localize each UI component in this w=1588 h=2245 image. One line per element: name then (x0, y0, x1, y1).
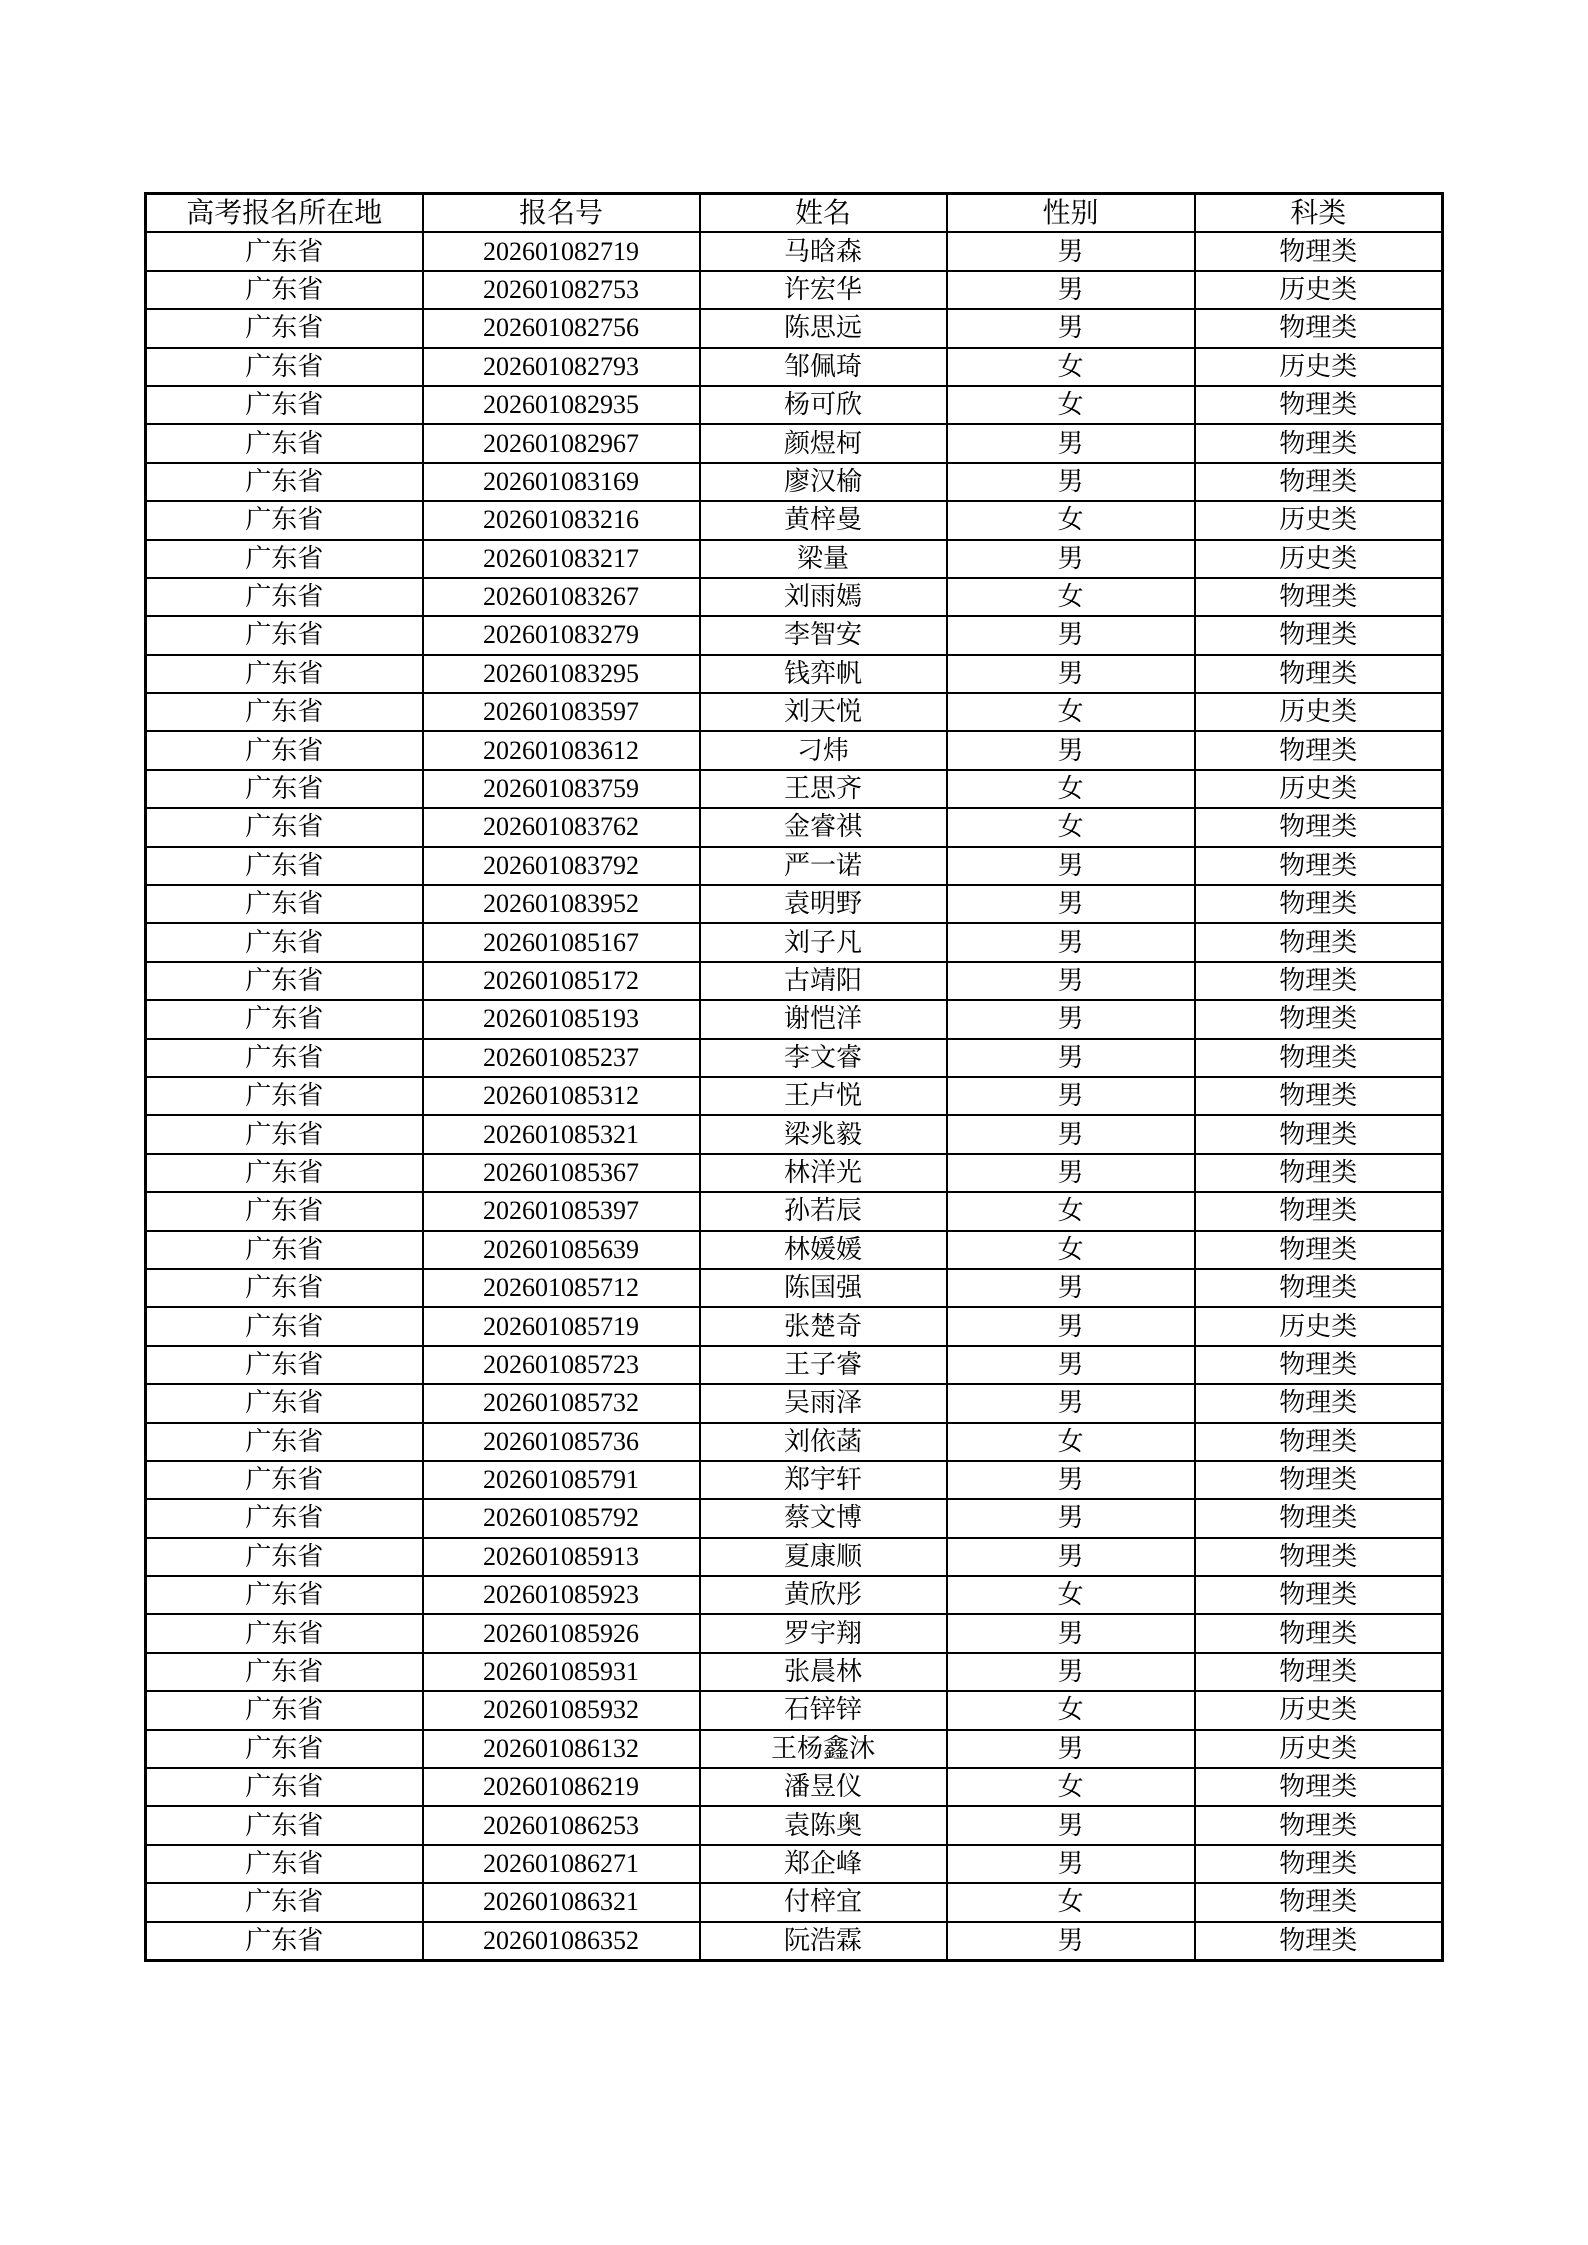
location-cell: 广东省 (146, 1768, 423, 1806)
location-cell: 广东省 (146, 578, 423, 616)
gender-cell: 男 (947, 655, 1195, 693)
subject-category-cell: 物理类 (1195, 1499, 1443, 1537)
registration-number-cell: 202601083597 (423, 693, 700, 731)
gender-cell: 女 (947, 808, 1195, 846)
subject-category-cell: 物理类 (1195, 1845, 1443, 1883)
gender-cell: 男 (947, 309, 1195, 347)
gender-cell: 女 (947, 1192, 1195, 1230)
registration-number-cell: 202601085321 (423, 1115, 700, 1153)
location-cell: 广东省 (146, 616, 423, 654)
subject-category-cell: 物理类 (1195, 1461, 1443, 1499)
gender-cell: 女 (947, 1423, 1195, 1461)
subject-category-cell: 历史类 (1195, 693, 1443, 731)
registration-number-cell: 202601085923 (423, 1576, 700, 1614)
location-cell: 广东省 (146, 1461, 423, 1499)
table-row (146, 1576, 1443, 1614)
location-cell: 广东省 (146, 731, 423, 769)
name-cell: 蔡文博 (700, 1499, 947, 1537)
gender-cell: 女 (947, 1231, 1195, 1269)
gender-cell: 男 (947, 1730, 1195, 1768)
subject-category-cell: 历史类 (1195, 348, 1443, 386)
subject-category-cell: 物理类 (1195, 1806, 1443, 1844)
name-cell: 郑企峰 (700, 1845, 947, 1883)
location-cell: 广东省 (146, 1423, 423, 1461)
name-cell: 杨可欣 (700, 386, 947, 424)
gender-cell: 男 (947, 1499, 1195, 1537)
location-cell: 广东省 (146, 923, 423, 961)
registration-number-cell: 202601082935 (423, 386, 700, 424)
subject-category-cell: 物理类 (1195, 1576, 1443, 1614)
name-cell: 黄欣彤 (700, 1576, 947, 1614)
table-row (146, 386, 1443, 424)
gender-cell: 男 (947, 1806, 1195, 1844)
table-row (146, 578, 1443, 616)
registration-number-cell: 202601085719 (423, 1307, 700, 1345)
name-cell: 郑宇轩 (700, 1461, 947, 1499)
registration-number-cell: 202601085397 (423, 1192, 700, 1230)
location-cell: 广东省 (146, 1653, 423, 1691)
registration-number-cell: 202601085167 (423, 923, 700, 961)
gender-cell: 男 (947, 885, 1195, 923)
name-cell: 林媛媛 (700, 1231, 947, 1269)
registration-number-cell: 202601082756 (423, 309, 700, 347)
registration-number-cell: 202601083792 (423, 847, 700, 885)
table-row (146, 1154, 1443, 1192)
registration-number-cell: 202601085723 (423, 1346, 700, 1384)
registration-number-cell: 202601085712 (423, 1269, 700, 1307)
document-page (144, 192, 1441, 1962)
table-row (146, 540, 1443, 578)
subject-category-cell: 物理类 (1195, 1269, 1443, 1307)
gender-cell: 女 (947, 693, 1195, 731)
registration-number-cell: 202601085736 (423, 1423, 700, 1461)
gender-cell: 女 (947, 770, 1195, 808)
registration-number-cell: 202601086253 (423, 1806, 700, 1844)
gender-cell: 男 (947, 1039, 1195, 1077)
location-cell: 广东省 (146, 463, 423, 501)
subject-category-cell: 物理类 (1195, 1423, 1443, 1461)
gender-cell: 女 (947, 348, 1195, 386)
subject-category-cell: 物理类 (1195, 1115, 1443, 1153)
table-row (146, 1346, 1443, 1384)
registration-number-cell: 202601085312 (423, 1077, 700, 1115)
name-cell: 李智安 (700, 616, 947, 654)
table-row (146, 1499, 1443, 1537)
location-cell: 广东省 (146, 1845, 423, 1883)
registration-number-cell: 202601086321 (423, 1883, 700, 1921)
gender-cell: 男 (947, 1845, 1195, 1883)
gender-cell: 男 (947, 1384, 1195, 1422)
gender-cell: 男 (947, 962, 1195, 1000)
registration-number-cell: 202601083267 (423, 578, 700, 616)
location-cell: 广东省 (146, 1576, 423, 1614)
gender-cell: 男 (947, 731, 1195, 769)
subject-category-cell: 历史类 (1195, 1307, 1443, 1345)
location-cell: 广东省 (146, 885, 423, 923)
gender-cell: 男 (947, 540, 1195, 578)
table-row (146, 731, 1443, 769)
registration-number-cell: 202601086271 (423, 1845, 700, 1883)
subject-category-cell: 物理类 (1195, 923, 1443, 961)
header-registration-number: 报名号 (423, 194, 700, 233)
gender-cell: 女 (947, 1768, 1195, 1806)
location-cell: 广东省 (146, 348, 423, 386)
name-cell: 陈思远 (700, 309, 947, 347)
subject-category-cell: 历史类 (1195, 770, 1443, 808)
table-row (146, 1192, 1443, 1230)
location-cell: 广东省 (146, 1307, 423, 1345)
subject-category-cell: 物理类 (1195, 1000, 1443, 1038)
registration-number-cell: 202601085193 (423, 1000, 700, 1038)
location-cell: 广东省 (146, 540, 423, 578)
table-row (146, 1269, 1443, 1307)
gender-cell: 女 (947, 386, 1195, 424)
name-cell: 古靖阳 (700, 962, 947, 1000)
table-row (146, 1461, 1443, 1499)
name-cell: 刁炜 (700, 731, 947, 769)
table-row (146, 1307, 1443, 1345)
name-cell: 邹佩琦 (700, 348, 947, 386)
registration-number-cell: 202601086219 (423, 1768, 700, 1806)
table-header (146, 194, 1443, 233)
name-cell: 梁兆毅 (700, 1115, 947, 1153)
registration-number-cell: 202601083612 (423, 731, 700, 769)
subject-category-cell: 物理类 (1195, 655, 1443, 693)
name-cell: 石锌锌 (700, 1691, 947, 1729)
subject-category-cell: 历史类 (1195, 1730, 1443, 1768)
registration-number-cell: 202601085792 (423, 1499, 700, 1537)
registration-number-cell: 202601083216 (423, 501, 700, 539)
location-cell: 广东省 (146, 1115, 423, 1153)
gender-cell: 男 (947, 1307, 1195, 1345)
subject-category-cell: 物理类 (1195, 1077, 1443, 1115)
registration-number-cell: 202601086132 (423, 1730, 700, 1768)
table-row (146, 1000, 1443, 1038)
table-row (146, 1231, 1443, 1269)
table-row (146, 424, 1443, 462)
location-cell: 广东省 (146, 693, 423, 731)
subject-category-cell: 历史类 (1195, 501, 1443, 539)
name-cell: 王思齐 (700, 770, 947, 808)
name-cell: 陈国强 (700, 1269, 947, 1307)
table-row (146, 847, 1443, 885)
gender-cell: 男 (947, 1154, 1195, 1192)
registration-number-cell: 202601082753 (423, 271, 700, 309)
subject-category-cell: 物理类 (1195, 1192, 1443, 1230)
table-row (146, 1653, 1443, 1691)
name-cell: 张晨林 (700, 1653, 947, 1691)
subject-category-cell: 物理类 (1195, 1384, 1443, 1422)
registration-number-cell: 202601085639 (423, 1231, 700, 1269)
gender-cell: 女 (947, 1576, 1195, 1614)
name-cell: 王杨鑫沐 (700, 1730, 947, 1768)
header-subject-category: 科类 (1195, 194, 1443, 233)
table-row (146, 1806, 1443, 1844)
subject-category-cell: 物理类 (1195, 232, 1443, 270)
name-cell: 严一诺 (700, 847, 947, 885)
location-cell: 广东省 (146, 424, 423, 462)
registration-number-cell: 202601082793 (423, 348, 700, 386)
name-cell: 马晗森 (700, 232, 947, 270)
table-row (146, 962, 1443, 1000)
name-cell: 梁量 (700, 540, 947, 578)
location-cell: 广东省 (146, 1154, 423, 1192)
subject-category-cell: 物理类 (1195, 1346, 1443, 1384)
subject-category-cell: 物理类 (1195, 1039, 1443, 1077)
gender-cell: 男 (947, 1269, 1195, 1307)
table-row (146, 693, 1443, 731)
name-cell: 袁明野 (700, 885, 947, 923)
subject-category-cell: 物理类 (1195, 885, 1443, 923)
location-cell: 广东省 (146, 1883, 423, 1921)
header-gender: 性别 (947, 194, 1195, 233)
location-cell: 广东省 (146, 386, 423, 424)
gender-cell: 男 (947, 271, 1195, 309)
gender-cell: 女 (947, 1883, 1195, 1921)
gender-cell: 男 (947, 1653, 1195, 1691)
gender-cell: 男 (947, 1346, 1195, 1384)
table-row (146, 1768, 1443, 1806)
header-row (146, 194, 1443, 233)
location-cell: 广东省 (146, 232, 423, 270)
table-row (146, 923, 1443, 961)
header-name: 姓名 (700, 194, 947, 233)
location-cell: 广东省 (146, 501, 423, 539)
location-cell: 广东省 (146, 655, 423, 693)
subject-category-cell: 历史类 (1195, 540, 1443, 578)
gender-cell: 男 (947, 1922, 1195, 1961)
name-cell: 潘昱仪 (700, 1768, 947, 1806)
location-cell: 广东省 (146, 1538, 423, 1576)
location-cell: 广东省 (146, 1384, 423, 1422)
subject-category-cell: 物理类 (1195, 1154, 1443, 1192)
subject-category-cell: 历史类 (1195, 1691, 1443, 1729)
table-row (146, 501, 1443, 539)
table-row (146, 232, 1443, 270)
header-location: 高考报名所在地 (146, 194, 423, 233)
registration-number-cell: 202601085932 (423, 1691, 700, 1729)
table-row (146, 348, 1443, 386)
gender-cell: 男 (947, 424, 1195, 462)
table-row (146, 1115, 1443, 1153)
subject-category-cell: 物理类 (1195, 309, 1443, 347)
name-cell: 王子睿 (700, 1346, 947, 1384)
subject-category-cell: 物理类 (1195, 731, 1443, 769)
location-cell: 广东省 (146, 1691, 423, 1729)
gender-cell: 男 (947, 1614, 1195, 1652)
subject-category-cell: 物理类 (1195, 1614, 1443, 1652)
registration-number-cell: 202601083762 (423, 808, 700, 846)
registration-number-cell: 202601082967 (423, 424, 700, 462)
gender-cell: 女 (947, 501, 1195, 539)
registration-number-cell: 202601085237 (423, 1039, 700, 1077)
name-cell: 刘雨嫣 (700, 578, 947, 616)
name-cell: 阮浩霖 (700, 1922, 947, 1961)
registration-number-cell: 202601085172 (423, 962, 700, 1000)
table-row (146, 1384, 1443, 1422)
subject-category-cell: 物理类 (1195, 847, 1443, 885)
gender-cell: 男 (947, 923, 1195, 961)
location-cell: 广东省 (146, 271, 423, 309)
registration-number-cell: 202601083759 (423, 770, 700, 808)
gender-cell: 男 (947, 1115, 1195, 1153)
registration-number-cell: 202601083217 (423, 540, 700, 578)
name-cell: 林洋光 (700, 1154, 947, 1192)
table-row (146, 616, 1443, 654)
gender-cell: 男 (947, 463, 1195, 501)
name-cell: 刘子凡 (700, 923, 947, 961)
name-cell: 张楚奇 (700, 1307, 947, 1345)
registration-number-cell: 202601083952 (423, 885, 700, 923)
subject-category-cell: 物理类 (1195, 808, 1443, 846)
table-body (146, 232, 1443, 1960)
registration-number-cell: 202601085732 (423, 1384, 700, 1422)
table-row (146, 1077, 1443, 1115)
location-cell: 广东省 (146, 1922, 423, 1961)
table-row (146, 770, 1443, 808)
subject-category-cell: 物理类 (1195, 578, 1443, 616)
name-cell: 孙若辰 (700, 1192, 947, 1230)
registration-number-cell: 202601085931 (423, 1653, 700, 1691)
table-row (146, 655, 1443, 693)
gender-cell: 男 (947, 1461, 1195, 1499)
table-row (146, 271, 1443, 309)
location-cell: 广东省 (146, 1806, 423, 1844)
subject-category-cell: 物理类 (1195, 1768, 1443, 1806)
subject-category-cell: 物理类 (1195, 962, 1443, 1000)
name-cell: 夏康顺 (700, 1538, 947, 1576)
name-cell: 刘天悦 (700, 693, 947, 731)
location-cell: 广东省 (146, 1614, 423, 1652)
gender-cell: 男 (947, 616, 1195, 654)
location-cell: 广东省 (146, 1039, 423, 1077)
name-cell: 王卢悦 (700, 1077, 947, 1115)
location-cell: 广东省 (146, 1346, 423, 1384)
gender-cell: 女 (947, 1691, 1195, 1729)
table-row (146, 1922, 1443, 1961)
table-row (146, 1039, 1443, 1077)
registration-number-cell: 202601085367 (423, 1154, 700, 1192)
name-cell: 钱弈帆 (700, 655, 947, 693)
name-cell: 刘依菡 (700, 1423, 947, 1461)
table-row (146, 1845, 1443, 1883)
name-cell: 罗宇翔 (700, 1614, 947, 1652)
location-cell: 广东省 (146, 770, 423, 808)
location-cell: 广东省 (146, 1000, 423, 1038)
name-cell: 付梓宜 (700, 1883, 947, 1921)
subject-category-cell: 历史类 (1195, 271, 1443, 309)
table-row (146, 309, 1443, 347)
name-cell: 谢恺洋 (700, 1000, 947, 1038)
subject-category-cell: 物理类 (1195, 463, 1443, 501)
registration-number-cell: 202601085913 (423, 1538, 700, 1576)
subject-category-cell: 物理类 (1195, 386, 1443, 424)
subject-category-cell: 物理类 (1195, 1231, 1443, 1269)
name-cell: 吴雨泽 (700, 1384, 947, 1422)
registration-number-cell: 202601086352 (423, 1922, 700, 1961)
registration-number-cell: 202601082719 (423, 232, 700, 270)
subject-category-cell: 物理类 (1195, 1653, 1443, 1691)
table-row (146, 1423, 1443, 1461)
subject-category-cell: 物理类 (1195, 616, 1443, 654)
location-cell: 广东省 (146, 309, 423, 347)
table-row (146, 808, 1443, 846)
gender-cell: 男 (947, 232, 1195, 270)
name-cell: 许宏华 (700, 271, 947, 309)
location-cell: 广东省 (146, 1077, 423, 1115)
registration-number-cell: 202601083169 (423, 463, 700, 501)
table-row (146, 1730, 1443, 1768)
location-cell: 广东省 (146, 1269, 423, 1307)
name-cell: 黄梓曼 (700, 501, 947, 539)
location-cell: 广东省 (146, 847, 423, 885)
table-row (146, 463, 1443, 501)
location-cell: 广东省 (146, 1231, 423, 1269)
name-cell: 李文睿 (700, 1039, 947, 1077)
name-cell: 袁陈奥 (700, 1806, 947, 1844)
subject-category-cell: 物理类 (1195, 1538, 1443, 1576)
registration-number-cell: 202601083279 (423, 616, 700, 654)
location-cell: 广东省 (146, 808, 423, 846)
table-row (146, 885, 1443, 923)
table-row (146, 1691, 1443, 1729)
gender-cell: 男 (947, 1000, 1195, 1038)
subject-category-cell: 物理类 (1195, 1883, 1443, 1921)
location-cell: 广东省 (146, 1730, 423, 1768)
gender-cell: 女 (947, 578, 1195, 616)
registration-number-cell: 202601085926 (423, 1614, 700, 1652)
table-row (146, 1883, 1443, 1921)
gender-cell: 男 (947, 847, 1195, 885)
location-cell: 广东省 (146, 1499, 423, 1537)
subject-category-cell: 物理类 (1195, 1922, 1443, 1961)
location-cell: 广东省 (146, 962, 423, 1000)
registration-number-cell: 202601085791 (423, 1461, 700, 1499)
gender-cell: 男 (947, 1077, 1195, 1115)
name-cell: 廖汉榆 (700, 463, 947, 501)
registration-number-cell: 202601083295 (423, 655, 700, 693)
gender-cell: 男 (947, 1538, 1195, 1576)
name-cell: 颜煜柯 (700, 424, 947, 462)
table-row (146, 1538, 1443, 1576)
name-cell: 金睿祺 (700, 808, 947, 846)
location-cell: 广东省 (146, 1192, 423, 1230)
table-row (146, 1614, 1443, 1652)
admission-table (144, 192, 1444, 1962)
subject-category-cell: 物理类 (1195, 424, 1443, 462)
